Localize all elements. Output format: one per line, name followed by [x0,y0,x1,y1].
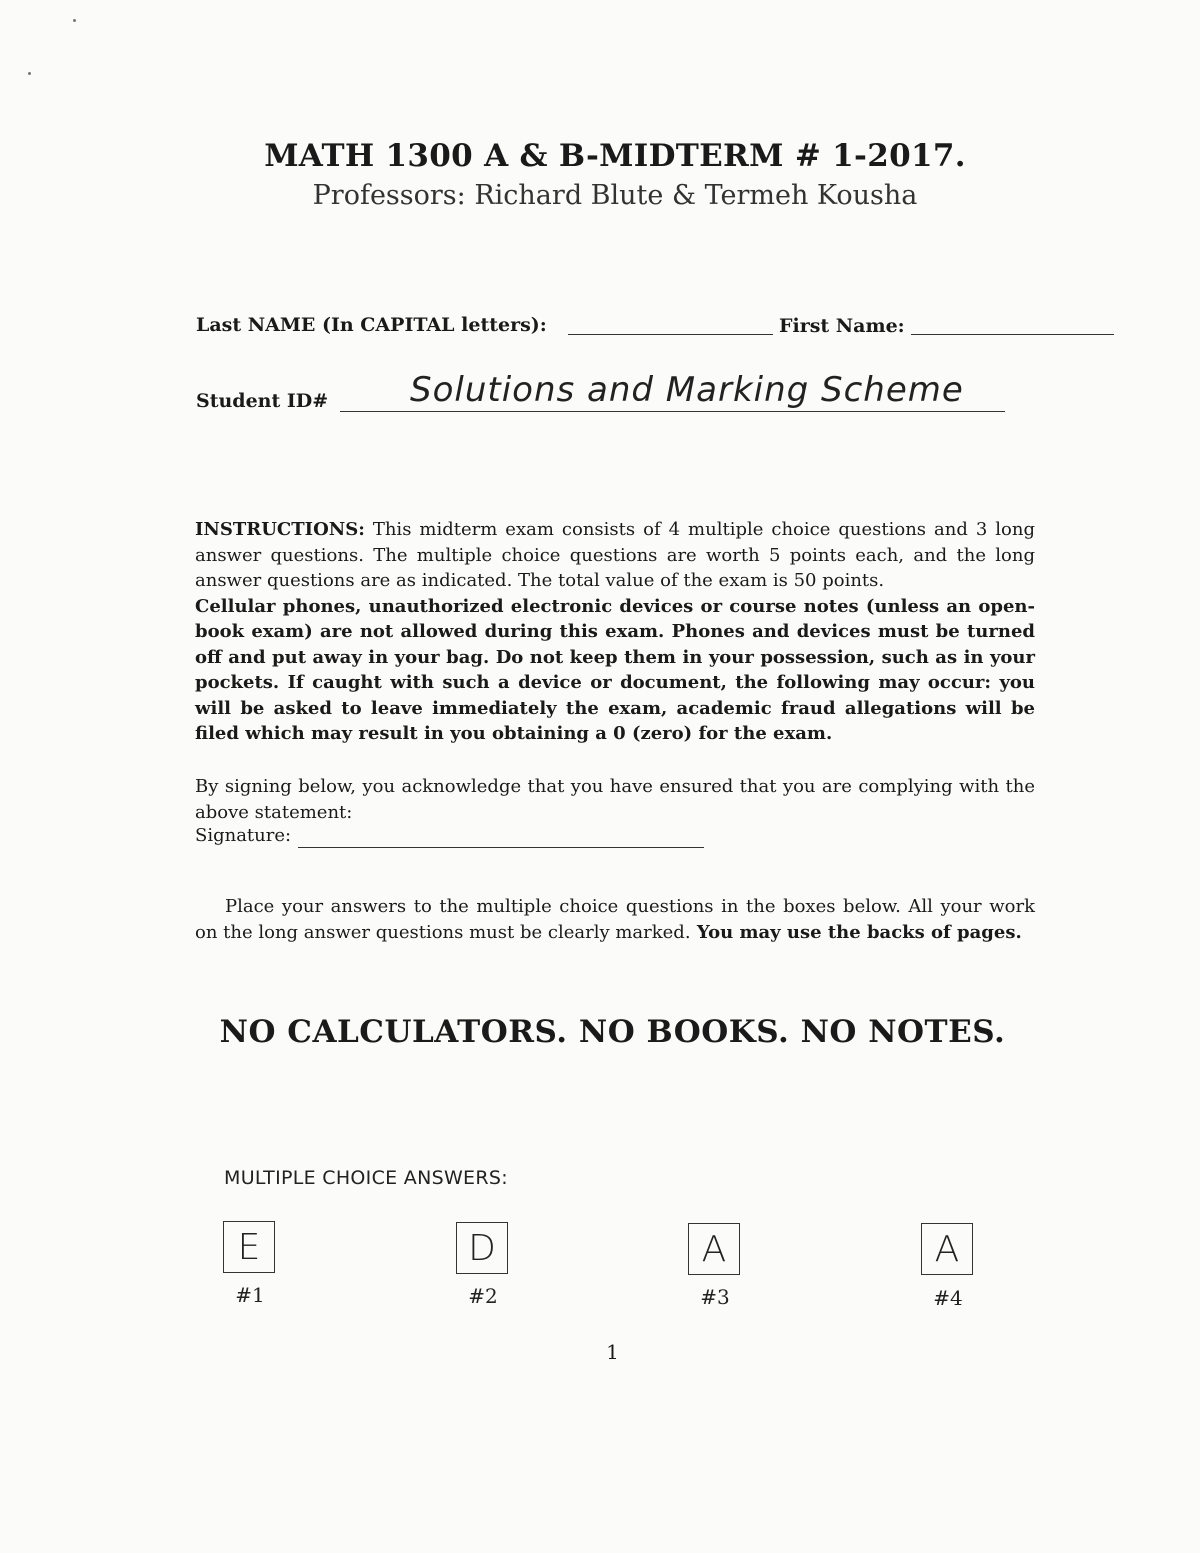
student-id-field[interactable] [340,411,1005,412]
answer-number-2: #2 [468,1284,498,1308]
no-calculators-headline: NO CALCULATORS. NO BOOKS. NO NOTES. [219,1014,1006,1050]
answer-box-4: A [921,1223,973,1275]
multiple-choice-label: MULTIPLE CHOICE ANSWERS: [224,1167,508,1189]
instructions-lead: INSTRUCTIONS: [195,519,365,540]
scan-speck [28,72,31,75]
acknowledgement-text: By signing below, you acknowledge that you have ensured that you are complying with the above statement: [195,776,1035,823]
answer-number-1: #1 [235,1283,265,1307]
page-number: 1 [606,1340,619,1364]
answer-number-4: #4 [933,1286,963,1310]
answer-box-3: A [688,1223,740,1275]
device-policy-text: Cellular phones, unauthorized electronic devices or course notes (unless an open-book exam) are not allowed during this exam. Phones and devices must be turned off and put away in your bag. Do not keep them in your possession, such as in your pockets. If caught with such a device or document, the following may occur: you will be asked to leave immediately the exam, academic fraud allegations will be filed which may result in you obtaining a 0 (zero) for the exam. [195,595,1035,744]
student-id-handwritten-value: Solutions and Marking Scheme [410,370,964,410]
placement-paragraph [195,894,1035,945]
answer-box-2: D [456,1222,508,1274]
placement-bold-text: You may use the backs of pages. [690,921,1022,943]
signature-label: Signature: [195,825,292,846]
signature-field[interactable] [298,847,704,848]
first-name-label: First Name: [779,315,905,337]
answer-number-3: #3 [700,1285,730,1309]
instructions-paragraph [195,517,1035,747]
answer-box-1: E [223,1221,275,1273]
instructions-text: This midterm exam consists of 4 multiple choice questions and 3 long answer questions. The multiple choice questions are worth 5 points each, and the long answer questions are as indicated. The total value of the exam is 50 points. [195,519,1035,591]
student-id-label: Student ID# [196,390,329,412]
first-name-field[interactable] [911,334,1114,335]
last-name-field[interactable] [568,334,773,335]
exam-title: MATH 1300 A & B-MIDTERM # 1-2017. [264,138,966,174]
placement-text: Place your answers to the multiple choice questions in the boxes below. All your work on the long answer questions must be clearly marked. [195,896,1035,943]
last-name-label: Last NAME (In CAPITAL letters): [196,314,547,336]
professors-line: Professors: Richard Blute & Termeh Kousha [312,180,918,211]
scan-speck [73,19,76,22]
